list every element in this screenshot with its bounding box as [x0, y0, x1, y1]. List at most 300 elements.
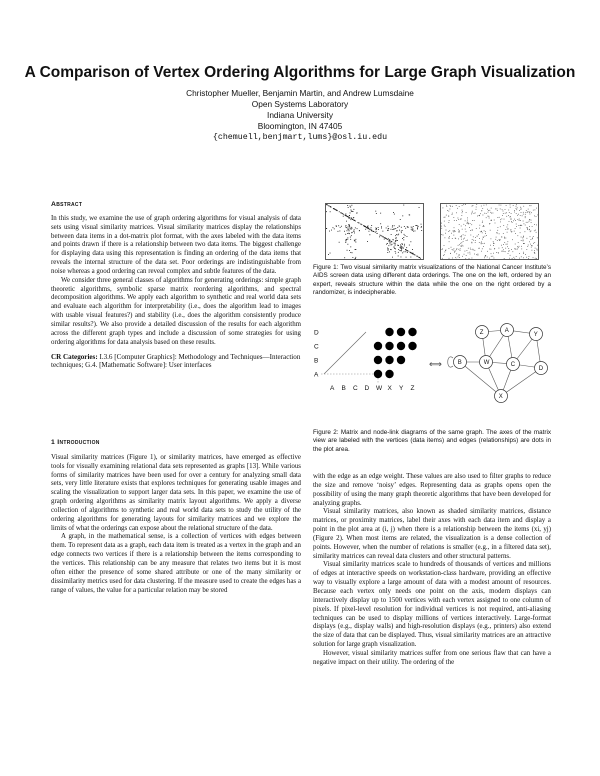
matrix-point [405, 228, 406, 229]
matrix-point [470, 248, 471, 249]
matrix-point [393, 229, 394, 230]
matrix-point [480, 213, 481, 214]
matrix-point [388, 250, 389, 251]
intro-paragraph-2: A graph, in the mathematical sense, is a collection of vertices with edges between them. To represent data as a graph, each data item is treated as a vertex in the graph and an edge connects two vertices if there is a relationship between the items corresponding to the vertices. This relationship can be any measure that relates two items but it is most often either the presence of some shared attribute or one of the many similarity or dissimilarity metrics used for data clustering. If the measure used to create the edges has a range of values, the value for a particular relation may be stored [51, 533, 301, 594]
matrix-point [349, 227, 350, 228]
matrix-point [404, 234, 405, 235]
matrix-point [494, 220, 495, 221]
matrix-point [367, 227, 368, 228]
matrix-point [403, 239, 404, 240]
matrix-point [389, 239, 390, 240]
matrix-point [531, 247, 532, 248]
matrix-point [529, 221, 530, 222]
matrix-point [347, 250, 348, 251]
matrix-row-label: A [314, 371, 319, 379]
matrix-point [516, 209, 517, 210]
matrix-point [521, 237, 522, 238]
matrix-point [348, 229, 349, 230]
matrix-point [482, 248, 483, 249]
matrix-point [441, 234, 442, 235]
matrix-point [506, 212, 507, 213]
matrix-point [468, 223, 469, 224]
matrix-point [352, 211, 353, 212]
matrix-point [462, 245, 463, 246]
matrix-point [519, 210, 520, 211]
matrix-point [349, 215, 350, 216]
matrix-point [355, 221, 356, 222]
matrix-point [514, 231, 515, 232]
matrix-point [405, 235, 406, 236]
matrix-point [512, 222, 513, 223]
matrix-point [523, 237, 524, 238]
matrix-point [536, 208, 537, 209]
matrix-point [537, 215, 538, 216]
matrix-point [529, 212, 530, 213]
graph-node-label: X [498, 394, 503, 401]
matrix-point [391, 229, 392, 230]
matrix-point [476, 209, 477, 210]
matrix-point [353, 211, 354, 212]
matrix-point [499, 240, 500, 241]
matrix-point [471, 249, 472, 250]
matrix-point [399, 230, 400, 231]
matrix-point [508, 248, 509, 249]
matrix-point [532, 238, 533, 239]
matrix-point [347, 205, 348, 206]
matrix-point [470, 235, 471, 236]
matrix-point [479, 238, 480, 239]
matrix-dot [385, 328, 393, 336]
matrix-point [510, 255, 511, 256]
matrix-point [510, 231, 511, 232]
matrix-point [486, 213, 487, 214]
matrix-point [462, 210, 463, 211]
matrix-point [507, 241, 508, 242]
matrix-point [463, 241, 464, 242]
matrix-point [359, 223, 360, 224]
matrix-point [487, 251, 488, 252]
matrix-point [388, 245, 389, 246]
matrix-point [375, 211, 376, 212]
matrix-point [536, 249, 537, 250]
matrix-point [485, 233, 486, 234]
matrix-point [530, 231, 531, 232]
matrix-point [528, 245, 529, 246]
matrix-point [507, 227, 508, 228]
matrix-point [498, 253, 499, 254]
matrix-col-label: B [341, 385, 346, 392]
matrix-point [515, 220, 516, 221]
matrix-point [390, 243, 391, 244]
matrix-point [458, 218, 459, 219]
matrix-point [470, 254, 471, 255]
figure-1-matrices [325, 203, 547, 261]
matrix-point [477, 216, 478, 217]
right-paragraph-2: Visual similarity matrices, also known as shaded similarity matrices, distance matrices, or proximity matrices, label their axes with each data item and display a point in the plot area at (i, j) when there is a relationship between the items (xi, yj) (Figure 2). When most items are related, the visualization is a dense collection of points. However, when the number of relations is smaller (e.g., in a filtered data set), similarity matrices can reveal data clusters and other structural patterns. [313, 508, 551, 560]
matrix-point [505, 229, 506, 230]
matrix-point [468, 253, 469, 254]
affiliation-city: Bloomington, IN 47405 [257, 121, 343, 131]
matrix-point [517, 249, 518, 250]
matrix-point [523, 212, 524, 213]
matrix-point [453, 217, 454, 218]
matrix-point [338, 231, 339, 232]
matrix-point [396, 230, 397, 231]
matrix-point [483, 246, 484, 247]
matrix-dot [374, 356, 382, 364]
matrix-point [507, 224, 508, 225]
matrix-point [460, 243, 461, 244]
matrix-point [456, 249, 457, 250]
matrix-point [351, 235, 352, 236]
matrix-point [527, 238, 528, 239]
matrix-point [369, 229, 370, 230]
matrix-point [523, 243, 524, 244]
matrix-point [481, 243, 482, 244]
matrix-point [518, 225, 519, 226]
matrix-point [461, 215, 462, 216]
matrix-point [443, 208, 444, 209]
matrix-point [339, 231, 340, 232]
matrix-point [412, 227, 413, 228]
graph-node-label: C [510, 362, 516, 369]
matrix-point [525, 216, 526, 217]
matrix-point [402, 243, 403, 244]
matrix-point [346, 225, 347, 226]
matrix-point [454, 248, 455, 249]
matrix-point [519, 253, 520, 254]
matrix-point [501, 219, 502, 220]
matrix-point [371, 230, 372, 231]
matrix-point [473, 236, 474, 237]
matrix-point [527, 222, 528, 223]
matrix-point [511, 221, 512, 222]
matrix-point [521, 208, 522, 209]
author-list: Christopher Mueller, Benjamin Martin, and Andrew Lumsdaine [186, 88, 414, 98]
matrix-point [527, 246, 528, 247]
matrix-point [403, 237, 404, 238]
matrix-point [525, 217, 526, 218]
matrix-point [443, 255, 444, 256]
matrix-point [448, 216, 449, 217]
abstract-paragraph-2: We consider three general classes of algorithms for generating orderings: simple graph theoretic algorithms, symbolic sparse matrix reordering algorithms, and spectral decomposition algorithms. We apply each algorithm to synthetic and real world data sets and evaluate each algorithm for interpretability (i.e., does the algorithm lead to images with usable visual features?) and stability (i.e., does the algorithm consistently produce similar results?). We also provide a detailed discussion of the results for each algorithm across the different graph types and include a discussion of some strategies for using ordering algorithms for data analysis based on these results. [51, 276, 301, 346]
matrix-point [524, 243, 525, 244]
matrix-point [354, 229, 355, 230]
matrix-point [404, 245, 405, 246]
matrix-point [477, 236, 478, 237]
matrix-point [395, 241, 396, 242]
matrix-point [445, 237, 446, 238]
matrix-point [443, 235, 444, 236]
matrix-point [349, 218, 350, 219]
cr-label: CR Categories: [51, 352, 98, 361]
matrix-point [515, 233, 516, 234]
left-column [51, 201, 301, 370]
matrix-point [404, 251, 405, 252]
matrix-point [336, 226, 337, 227]
matrix-point [473, 240, 474, 241]
matrix-point [446, 205, 447, 206]
matrix-point [517, 207, 518, 208]
matrix-point [444, 221, 445, 222]
matrix-point [334, 228, 335, 229]
matrix-point [395, 253, 396, 254]
matrix-point [512, 259, 513, 260]
matrix-point [341, 226, 342, 227]
matrix-point [487, 209, 488, 210]
matrix-point [467, 240, 468, 241]
matrix-point [369, 234, 370, 235]
matrix-point [446, 250, 447, 251]
matrix-point [355, 249, 356, 250]
graph-node-label: Y [533, 332, 538, 339]
matrix-point [525, 225, 526, 226]
matrix-point [412, 230, 413, 231]
matrix-point [387, 248, 388, 249]
matrix-point [479, 248, 480, 249]
matrix-point [460, 219, 461, 220]
matrix-point [512, 251, 513, 252]
figure-2-caption: Figure 2: Matrix and node-link diagrams of the same graph. The axes of the matrix view are labeled with the vertices (data items) and edges (relationships) are dots in the plot area. [313, 429, 551, 453]
matrix-point [530, 214, 531, 215]
matrix-point [510, 207, 511, 208]
matrix-point [441, 226, 442, 227]
matrix-point [407, 252, 408, 253]
matrix-point [491, 256, 492, 257]
matrix-point [442, 258, 443, 259]
matrix-point [496, 232, 497, 233]
matrix-point [457, 208, 458, 209]
matrix-point [453, 232, 454, 233]
matrix-point [486, 217, 487, 218]
matrix-point [445, 233, 446, 234]
matrix-point [471, 242, 472, 243]
matrix-point [481, 206, 482, 207]
matrix-point [455, 238, 456, 239]
matrix-point [497, 209, 498, 210]
matrix-point [486, 205, 487, 206]
matrix-point [418, 226, 419, 227]
matrix-point [534, 250, 535, 251]
matrix-point [395, 251, 396, 252]
matrix-point [472, 239, 473, 240]
matrix-point [340, 227, 341, 228]
matrix-point [394, 229, 395, 230]
matrix-point [491, 220, 492, 221]
matrix-point [514, 212, 515, 213]
matrix-point [521, 249, 522, 250]
matrix-point [445, 217, 446, 218]
matrix-point [465, 225, 466, 226]
matrix-point [480, 231, 481, 232]
matrix-point [461, 235, 462, 236]
matrix-point [498, 227, 499, 228]
matrix-point [492, 256, 493, 257]
matrix-point [510, 205, 511, 206]
intro-section [51, 439, 301, 595]
matrix-point [467, 222, 468, 223]
abstract-paragraph-1: In this study, we examine the use of graph ordering algorithms for visual analysis of data sets using visual similarity matrices. Visual similarity matrices display the relationships between data items in a dot-matrix plot format, with the axes labeled with the data items and points drawn if there is a relationship between two data items. The biggest challenge for displaying data using this representation is finding an ordering of the data items that reveals the internal structure of the data set. Poor orderings are indistinguishable from noise whereas a good ordering can reveal complex and subtle features of the data. [51, 214, 301, 275]
matrix-point [529, 205, 530, 206]
matrix-col-label: A [330, 385, 335, 392]
matrix-point [349, 250, 350, 251]
matrix-point [394, 248, 395, 249]
matrix-point [391, 234, 392, 235]
matrix-point [503, 213, 504, 214]
graph-node-label: Z [479, 330, 484, 337]
matrix-point [357, 228, 358, 229]
matrix-point [441, 228, 442, 229]
matrix-point [521, 246, 522, 247]
matrix-point [473, 205, 474, 206]
matrix-point [342, 213, 343, 214]
matrix-point [400, 244, 401, 245]
matrix-point [478, 255, 479, 256]
matrix-point [386, 244, 387, 245]
matrix-point [348, 233, 349, 234]
matrix-point [490, 230, 491, 231]
matrix-row-label: C [314, 343, 319, 351]
matrix-point [404, 244, 405, 245]
matrix-point [537, 250, 538, 251]
matrix-point [387, 239, 388, 240]
matrix-point [377, 233, 378, 234]
matrix-point [526, 249, 527, 250]
matrix-point [511, 229, 512, 230]
matrix-point [490, 245, 491, 246]
matrix-point [466, 255, 467, 256]
matrix-point [381, 228, 382, 229]
matrix-point [417, 228, 418, 229]
matrix-point [499, 205, 500, 206]
cr-categories [51, 353, 301, 371]
matrix-point [502, 247, 503, 248]
matrix-point [394, 225, 395, 226]
matrix-point [474, 213, 475, 214]
matrix-point [449, 248, 450, 249]
matrix-point [510, 216, 511, 217]
matrix-point [513, 205, 514, 206]
matrix-point [336, 210, 337, 211]
matrix-point [484, 226, 485, 227]
matrix-point [346, 239, 347, 240]
matrix-point [346, 216, 347, 217]
matrix-point [396, 237, 397, 238]
matrix-point [503, 225, 504, 226]
matrix-point [523, 241, 524, 242]
matrix-point [348, 207, 349, 208]
matrix-point [514, 248, 515, 249]
matrix-point [348, 229, 349, 230]
matrix-point [489, 249, 490, 250]
matrix-point [503, 244, 504, 245]
matrix-point [511, 219, 512, 220]
matrix-point [454, 220, 455, 221]
matrix-point [401, 249, 402, 250]
matrix-point [421, 226, 422, 227]
matrix-point [459, 257, 460, 258]
matrix-point [441, 223, 442, 224]
matrix-point [479, 242, 480, 243]
matrix-point [484, 213, 485, 214]
matrix-point [343, 216, 344, 217]
matrix-point [508, 229, 509, 230]
matrix-point [445, 252, 446, 253]
matrix-point [339, 242, 340, 243]
matrix-point [518, 214, 519, 215]
matrix-point [465, 220, 466, 221]
matrix-point [459, 232, 460, 233]
matrix-point [469, 252, 470, 253]
matrix-point [536, 216, 537, 217]
matrix-point [455, 257, 456, 258]
matrix-point [499, 239, 500, 240]
matrix-point [397, 227, 398, 228]
matrix-point [453, 250, 454, 251]
matrix-point [344, 231, 345, 232]
matrix-point [475, 237, 476, 238]
matrix-point [453, 231, 454, 232]
matrix-point [474, 220, 475, 221]
matrix-point [409, 245, 410, 246]
matrix-point [350, 213, 351, 214]
matrix-point [349, 230, 350, 231]
matrix-point [380, 235, 381, 236]
matrix-point [505, 248, 506, 249]
matrix-point [535, 258, 536, 259]
matrix-point [450, 253, 451, 254]
matrix-point [364, 226, 365, 227]
matrix-point [472, 211, 473, 212]
matrix-point [380, 223, 381, 224]
matrix-point [410, 257, 411, 258]
matrix-point [352, 252, 353, 253]
matrix-point [488, 216, 489, 217]
matrix-point [417, 227, 418, 228]
matrix-point [494, 258, 495, 259]
matrix-point [519, 220, 520, 221]
matrix-row-label: B [314, 357, 319, 365]
matrix-point [391, 241, 392, 242]
matrix-point [452, 206, 453, 207]
matrix-point [444, 225, 445, 226]
matrix-point [379, 236, 380, 237]
matrix-point [411, 253, 412, 254]
matrix-point [488, 212, 489, 213]
expert-ordered-matrix [326, 204, 424, 260]
matrix-point [466, 240, 467, 241]
matrix-point [467, 223, 468, 224]
matrix-point [461, 246, 462, 247]
matrix-point [533, 257, 534, 258]
matrix-point [367, 228, 368, 229]
matrix-point [451, 233, 452, 234]
matrix-point [501, 236, 502, 237]
matrix-point [354, 240, 355, 241]
matrix-point [493, 243, 494, 244]
matrix-point [345, 227, 346, 228]
matrix-point [454, 251, 455, 252]
matrix-point [505, 209, 506, 210]
matrix-point [471, 224, 472, 225]
matrix-point [365, 229, 366, 230]
matrix-point [345, 241, 346, 242]
matrix-point [529, 256, 530, 257]
matrix-point [459, 244, 460, 245]
matrix-point [531, 205, 532, 206]
matrix-point [529, 229, 530, 230]
matrix-point [457, 248, 458, 249]
